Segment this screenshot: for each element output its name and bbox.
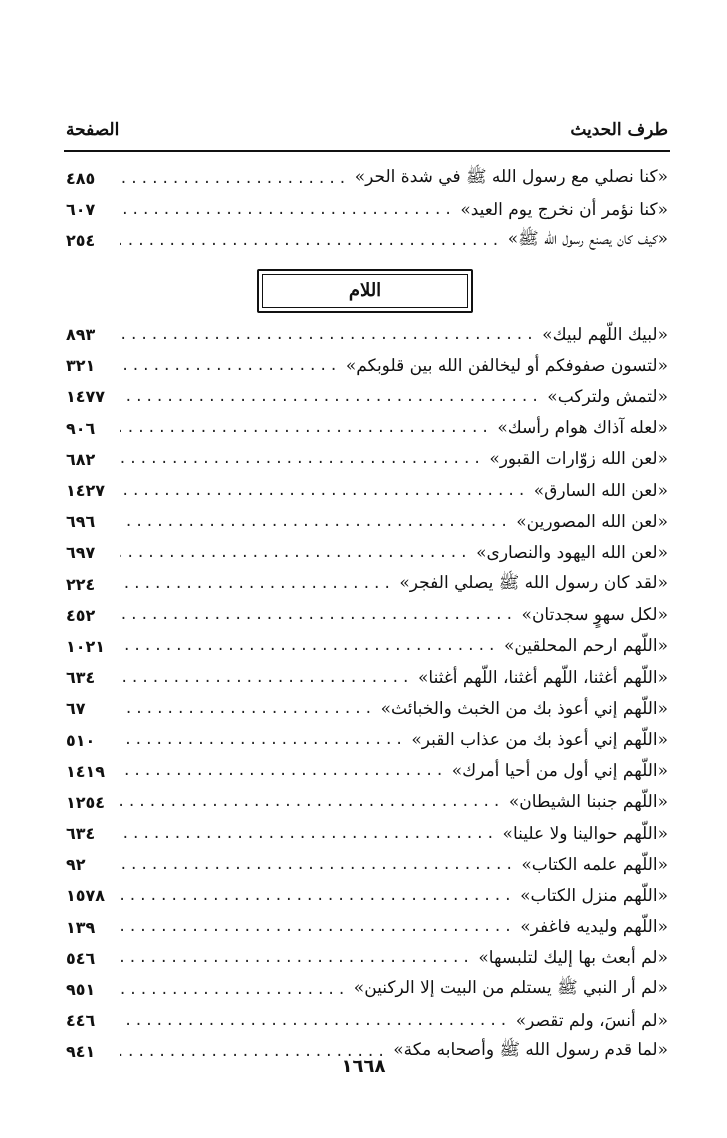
index-entry [66,194,668,225]
hadith-text: «لعله آذاك هوام رأسك» [497,418,668,439]
leader-dots [120,451,483,467]
index-entry [66,444,668,475]
hadith-text: «اللّهم أغثنا، اللّهم أغثنا، اللّهم أغثنا» [418,667,668,688]
index-entry [66,787,668,818]
hadith-text: «لكل سهوٍ سجدتان» [521,605,668,626]
index-entry [66,350,668,381]
index-entry [66,225,668,256]
hadith-text: «اللّهم علمه الكتاب» [521,854,668,875]
page-number: ٦٠٧ [66,200,96,220]
page-number: ١٤٧٧ [66,387,106,407]
leader-dots [120,327,536,343]
index-entry [66,756,668,787]
hadith-text: «لتسون صفوفكم أو ليخالفن الله بين قلوبكم» [345,355,668,376]
index-entry [66,849,668,880]
hadith-text: «اللّهم ارحم المحلقين» [503,636,668,657]
index-entry [66,943,668,974]
index-entry [66,537,668,568]
page-number: ٦٨٢ [66,449,96,469]
hadith-text: «لم أبعث بها إليك لتلبسها» [478,948,668,969]
hadith-column-title: طرف الحديث [570,120,668,140]
page-number: ٦٧ [66,699,86,719]
hadith-text: «لعن الله المصورين» [516,511,668,532]
page-number: ٥١٠ [66,730,96,750]
page-number: ٩٤١ [66,1042,96,1062]
leader-dots [120,670,412,686]
leader-dots [120,857,515,873]
leader-dots [120,826,497,842]
page-number: ٩٢ [66,855,86,875]
header-rule [64,150,670,152]
page-number: ٥٤٦ [66,948,96,968]
hadith-text: «اللّهم إني أعوذ بك من الخبث والخبائث» [380,698,668,719]
entries-group-2 [66,319,668,1068]
page-number: ٢٢٤ [66,574,96,594]
index-entry [66,506,668,537]
index-entry [66,974,668,1005]
leader-dots [120,545,470,561]
leader-dots [120,950,472,966]
section-heading-box [257,269,473,313]
hadith-text: «لعن الله اليهود والنصارى» [476,542,668,563]
index-entry [66,475,668,506]
footer-page-number: ١٦٦٨ [341,1056,386,1077]
index-entry [66,163,668,194]
section-title: اللام [348,280,382,301]
leader-dots [120,607,516,623]
hadith-text: «اللّهم إني أول من أحيا أمرك» [451,761,668,782]
leader-dots [120,420,491,436]
index-entry [66,912,668,943]
page-number: ١٤١٩ [66,761,106,781]
index-entry [66,724,668,755]
page-number: ١٥٧٨ [66,886,106,906]
leader-dots [120,483,528,499]
index-entry [66,569,668,600]
index-entry [66,818,668,849]
hadith-text: «لم أنسَ، ولم تقصر» [515,1010,668,1031]
index-entry [66,631,668,662]
leader-dots [120,763,446,779]
hadith-text: «لما قدم رسول الله ﷺ وأصحابه مكة» [393,1040,668,1061]
page-number: ٤٨٥ [66,169,96,189]
hadith-text: «كنا نصلي مع رسول الله ﷺ في شدة الحر» [354,167,668,188]
page-number: ١٢٥٤ [66,792,106,812]
leader-dots [120,576,393,592]
leader-dots [120,701,375,717]
hadith-text: «اللّهم حوالينا ولا علينا» [502,823,668,844]
leader-dots [120,794,503,810]
leader-dots [120,202,454,218]
leader-dots [120,171,349,187]
page-number: ٩٥١ [66,980,96,1000]
index-entry [66,319,668,350]
leader-dots [120,982,348,998]
page-number: ٦٣٤ [66,824,96,844]
page-number: ٢٥٤ [66,231,96,251]
page-number: ١٣٩ [66,917,96,937]
leader-dots [120,919,514,935]
leader-dots [120,1013,510,1029]
page-number: ١٠٢١ [66,636,106,656]
leader-dots [120,732,405,748]
hadith-text: «لم أر النبي ﷺ يستلم من البيت إلا الركنين» [353,978,668,999]
index-entry [66,600,668,631]
page-number: ١٤٢٧ [66,481,106,501]
leader-dots [120,888,514,904]
leader-dots [120,233,502,249]
index-entry [66,413,668,444]
page-number: ٤٤٦ [66,1011,96,1031]
page-number: ٨٩٣ [66,325,96,345]
page-column-title: الصفحة [66,120,120,140]
leader-dots [120,514,510,530]
page-number: ٣٢١ [66,356,96,376]
entries-group-1 [66,163,668,257]
index-entry [66,662,668,693]
hadith-text: «كنا نؤمر أن نخرج يوم العيد» [460,199,668,220]
table-header [66,116,668,144]
hadith-text: «لقد كان رسول الله ﷺ يصلي الفجر» [399,572,668,593]
hadith-text: «كيف كان يصنع رسول الله ﷺ» [507,229,668,250]
hadith-text: «لبيك اللّهم لبيك» [542,324,668,345]
leader-dots [120,638,498,654]
index-entry [66,880,668,911]
hadith-text: «اللّهم منزل الكتاب» [520,885,668,906]
page-number: ٩٠٦ [66,418,96,438]
leader-dots [120,358,340,374]
page-number: ٦٩٧ [66,543,96,563]
index-entry [66,381,668,412]
hadith-text: «اللّهم إني أعوذ بك من عذاب القبر» [411,730,668,751]
index-entry [66,1005,668,1036]
page-number: ٦٣٤ [66,668,96,688]
hadith-text: «اللّهم وليديه فاغفر» [520,917,668,938]
page-number: ٤٥٢ [66,605,96,625]
leader-dots [120,389,541,405]
page-number: ٦٩٦ [66,512,96,532]
hadith-text: «لتمش ولتركب» [547,386,668,407]
index-entry [66,693,668,724]
hadith-text: «لعن الله السارق» [533,480,668,501]
hadith-text: «اللّهم جنبنا الشيطان» [508,792,668,813]
hadith-text: «لعن الله زوّارات القبور» [489,449,668,470]
